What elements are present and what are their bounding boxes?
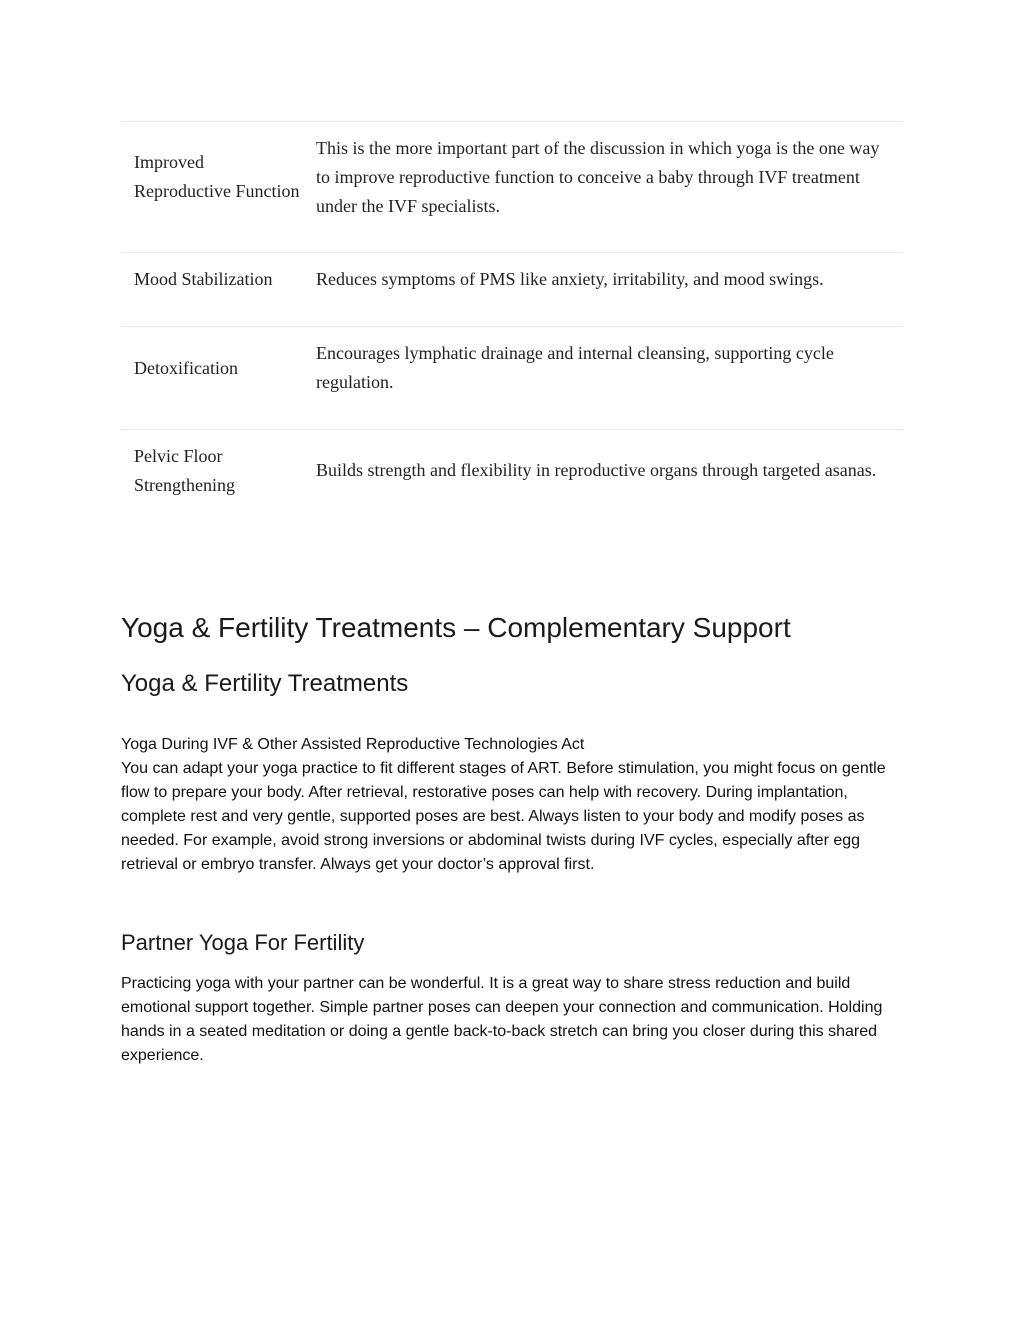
- table-row: [121, 327, 903, 430]
- partner-yoga-paragraph: Practicing yoga with your partner can be wonderful. It is a great way to share stress reduction and build emotional support together. Simple partner poses can deepen your connection and communication. Holding hands in a seated meditation or doing a gentle back-to-back stretch can bring you closer during this shared experience.: [121, 975, 883, 1065]
- ivf-paragraph-body: You can adapt your yoga practice to fit different stages of ART. Before stimulation, you might focus on gentle flow to prepare your body. After retrieval, restorative poses can help with recovery. During implantation, complete rest and very gentle, supported poses are best. Always listen to your body and modify poses as needed. For example, avoid strong inversions or abdominal twists during IVF cycles, especially after egg retrieval or embryo transfer. Always get your doctor’s approval first.: [121, 760, 886, 874]
- fertility-benefits-table: [121, 121, 903, 531]
- table-row: [121, 253, 903, 327]
- ivf-paragraph-lead: Yoga During IVF & Other Assisted Reproductive Technologies Act: [121, 736, 585, 754]
- page-title: Yoga & Fertility Treatments – Complementary Support: [121, 612, 791, 644]
- table-row: [121, 122, 903, 253]
- benefit-description-cell: Reduces symptoms of PMS like anxiety, irritability, and mood swings.: [316, 253, 903, 327]
- table-row: [121, 429, 903, 531]
- benefit-description-cell: Builds strength and flexibility in reproductive organs through targeted asanas.: [316, 429, 903, 531]
- ivf-paragraph: [121, 733, 903, 877]
- section-heading-partner-yoga: Partner Yoga For Fertility: [121, 930, 365, 956]
- benefit-name-cell: Mood Stabilization: [121, 253, 316, 327]
- benefit-description-cell: Encourages lymphatic drainage and internal cleansing, supporting cycle regulation.: [316, 327, 903, 430]
- benefit-name-cell: Detoxification: [121, 327, 316, 430]
- benefit-name-cell: Pelvic Floor Strengthening: [121, 429, 316, 531]
- benefit-description-cell: This is the more important part of the discussion in which yoga is the one way to improve reproductive function to conceive a baby through IVF treatment under the IVF specialists.: [316, 122, 903, 253]
- benefit-name-cell: Improved Reproductive Function: [121, 122, 316, 253]
- section-heading-yoga-fertility-treatments: Yoga & Fertility Treatments: [121, 670, 409, 698]
